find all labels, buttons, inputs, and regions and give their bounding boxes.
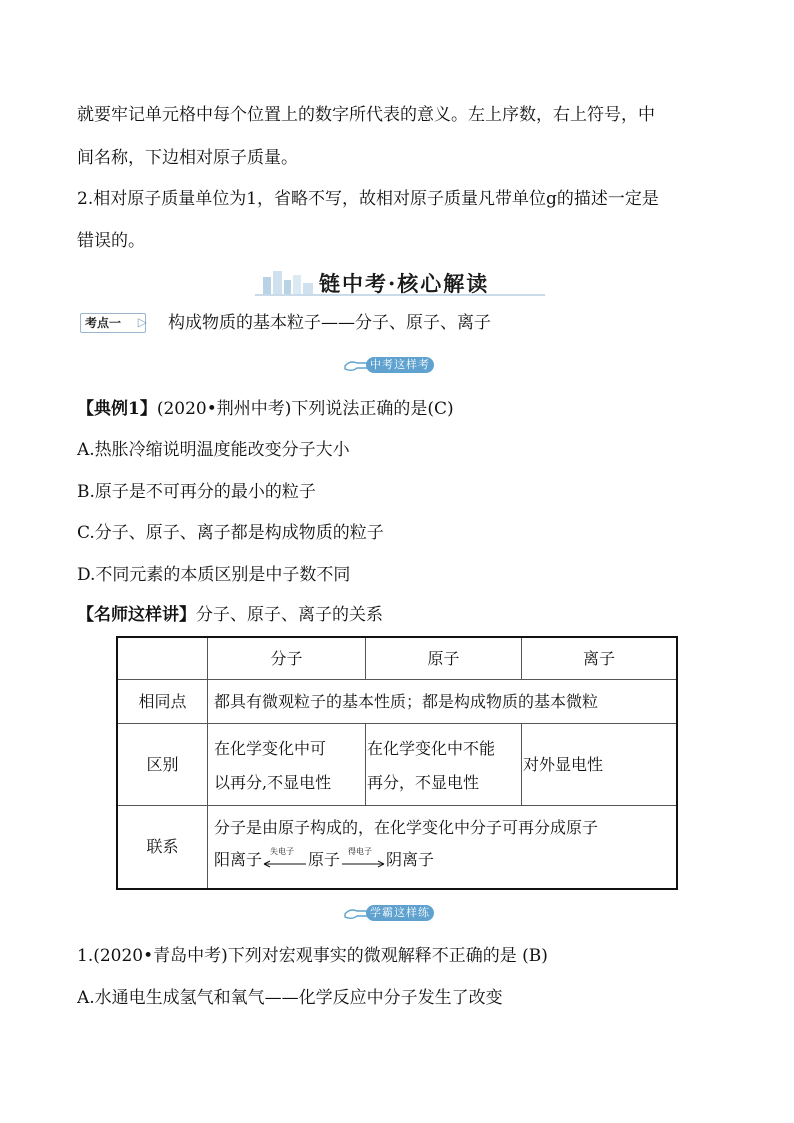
option-d: D.不同元素的本质区别是中子数不同: [77, 565, 351, 585]
practice-q1-option-a: A.水通电生成氢气和氧气——化学反应中分子发生了改变: [77, 988, 503, 1008]
section-title: 链中考·核心解读: [319, 271, 490, 296]
relation-line1: 分子是由原子构成的，在化学变化中分子可再分成原子: [214, 818, 599, 837]
relation-cell: [208, 806, 676, 888]
chain-anion: 阴离子: [386, 850, 435, 869]
badge-exam-label: 中考这样考: [366, 357, 434, 373]
relation-table: [116, 636, 678, 890]
diff-atom-line2: 再分，不显电性: [367, 773, 480, 792]
diff-molecule-line1: 在化学变化中可: [214, 739, 327, 758]
row-label-same: 相同点: [118, 680, 208, 724]
table-header-cell: [118, 638, 208, 680]
chain-atom: 原子: [308, 850, 341, 869]
diff-cell-atom: [366, 724, 522, 806]
intro-line-4: 错误的。: [77, 231, 145, 251]
diff-atom-line1: 在化学变化中不能: [367, 739, 496, 758]
intro-line-2: 间名称，下边相对原子质量。: [77, 148, 298, 168]
arrow-right-icon: [340, 846, 386, 871]
chain-cation: 阳离子: [214, 850, 263, 869]
teacher-bracket: 【名师这样讲】: [77, 605, 196, 625]
table-header-cell: 原子: [366, 638, 522, 680]
option-a: A.热胀冷缩说明温度能改变分子大小: [77, 440, 350, 460]
diff-cell-molecule: [208, 724, 366, 806]
intro-line-1: 就要牢记单元格中每个位置上的数字所代表的意义。左上序数，右上符号，中: [77, 105, 655, 125]
arrow-right-icon: ▷: [137, 315, 147, 329]
row-same-text: 都具有微观粒子的基本性质；都是构成物质的基本微粒: [208, 680, 676, 724]
badge-practice-label: 学霸这样练: [366, 905, 434, 921]
badge-practice: [344, 905, 440, 923]
section-banner: [255, 266, 545, 300]
example-heading: [77, 397, 454, 421]
kaodian-tag: [80, 313, 146, 333]
option-b: B.原子是不可再分的最小的粒子: [77, 482, 316, 502]
arrow2-label: 得电子: [348, 846, 373, 856]
diff-cell-ion: 对外显电性: [522, 724, 676, 806]
kaodian-tag-label: 考点一: [85, 316, 122, 330]
practice-q1: 1.(2020•青岛中考)下列对宏观事实的微观解释不正确的是 (B): [77, 946, 548, 966]
example-question: (2020•荆州中考)下列说法正确的是(C): [156, 399, 454, 419]
row-label-diff: 区别: [118, 724, 208, 806]
teacher-heading: [77, 603, 383, 627]
option-c: C.分子、原子、离子都是构成物质的粒子: [77, 523, 384, 543]
row-label-relation: 联系: [118, 806, 208, 888]
example-bracket: 【典例1】: [77, 399, 157, 419]
kaodian-title: 构成物质的基本粒子——分子、原子、离子: [168, 313, 491, 333]
table-header-cell: 分子: [208, 638, 366, 680]
arrow1-label: 失电子: [270, 846, 295, 856]
arrow-left-icon: [262, 846, 308, 871]
intro-line-3: 2.相对原子质量单位为1，省略不写，故相对原子质量凡带单位g的描述一定是: [77, 189, 659, 209]
buildings-icon: [261, 271, 317, 295]
relation-chain: [214, 842, 676, 878]
table-header-cell: 离子: [522, 638, 676, 680]
teacher-text: 分子、原子、离子的关系: [196, 605, 383, 625]
diff-molecule-line2: 以再分,不显电性: [214, 773, 332, 792]
badge-exam: [344, 357, 440, 375]
